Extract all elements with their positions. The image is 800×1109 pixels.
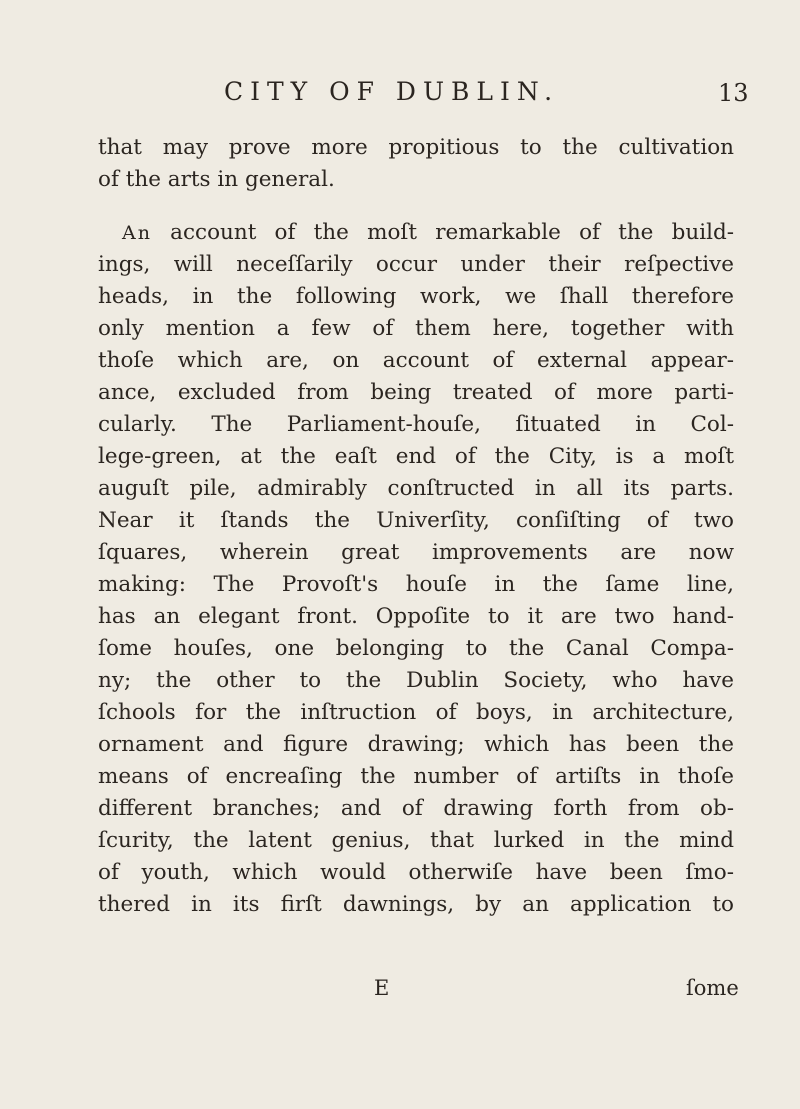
- text-line: of the arts in general.: [98, 167, 335, 192]
- text-line: heads, in the following work, we ſhall therefore: [98, 284, 734, 309]
- text-line: ings, will neceſſarily occur under their reſpective: [98, 252, 734, 277]
- text-line: ſquares, wherein great improvements are now: [98, 540, 734, 565]
- body-text: [98, 132, 734, 953]
- text-line: of youth, which would otherwiſe have been ſmo-: [98, 860, 734, 885]
- paragraph-gap: [98, 196, 734, 217]
- text-line: ance, excluded from being treated of more parti-: [98, 380, 734, 405]
- text-line: thered in its firſt dawnings, by an application to: [98, 892, 734, 917]
- text-line: ſchools for the inſtruction of boys, in architecture,: [98, 700, 734, 725]
- text-line: Near it ſtands the Univerſity, conſiſting of two: [98, 508, 734, 533]
- page-number: 13: [718, 79, 749, 107]
- text-line: only mention a few of them here, together with: [98, 316, 734, 341]
- paragraph-2: [98, 217, 734, 953]
- text-line: lege-green, at the eaſt end of the City, is a moſt: [98, 444, 734, 469]
- small-caps-lead: An: [122, 222, 152, 244]
- text-line: means of encreaſing the number of artiſts in thoſe: [98, 764, 734, 789]
- text-line: [98, 217, 734, 249]
- text-line: has an elegant front. Oppoſite to it are two hand-: [98, 604, 734, 629]
- text-line: that may prove more propitious to the cultivation: [98, 135, 734, 160]
- text-line: cularly. The Parliament-houſe, ſituated in Col-: [98, 412, 734, 437]
- text-line: auguſt pile, admirably conſtructed in all its parts.: [98, 476, 734, 501]
- catchword: ſome: [686, 976, 739, 1000]
- running-title: CITY OF DUBLIN.: [224, 77, 560, 106]
- text-line: different branches; and of drawing forth from ob-: [98, 796, 734, 821]
- text-line: ornament and figure drawing; which has been the: [98, 732, 734, 757]
- text-line: ny; the other to the Dublin Society, who have: [98, 668, 734, 693]
- signature-mark: E: [374, 976, 390, 1000]
- text-line: ſome houſes, one belonging to the Canal Compa-: [98, 636, 734, 661]
- paragraph-1: [98, 132, 734, 196]
- text-line: ſcurity, the latent genius, that lurked in the mind: [98, 828, 734, 853]
- text-line: [98, 921, 734, 953]
- text-line: thoſe which are, on account of external appear-: [98, 348, 734, 373]
- text-line: making: The Provoſt's houſe in the ſame line,: [98, 572, 734, 597]
- text-run: account of the moſt remarkable of the build-: [151, 220, 734, 245]
